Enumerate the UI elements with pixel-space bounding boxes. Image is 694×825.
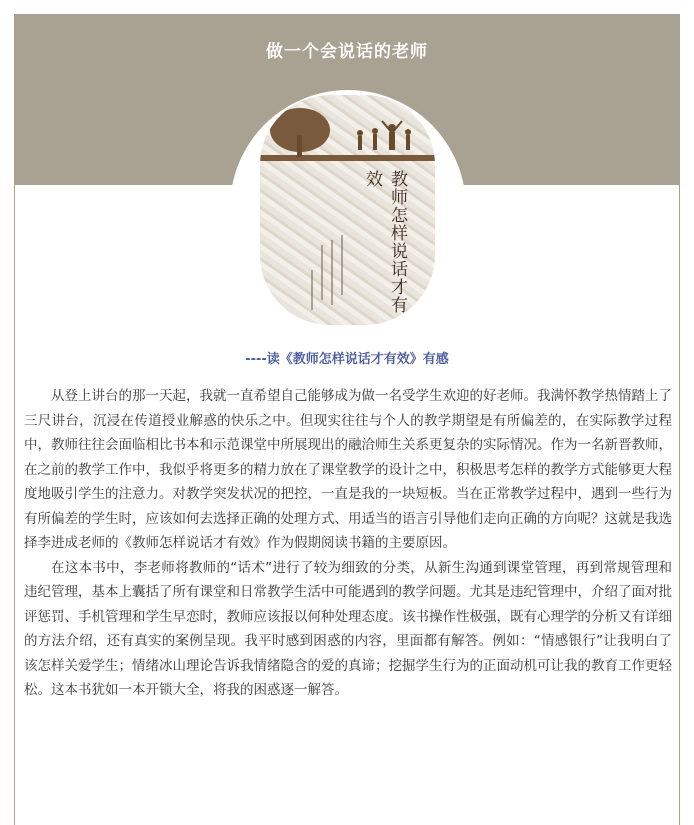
cover-text-lines (312, 235, 342, 310)
tree-trunk (297, 135, 302, 157)
article-card (14, 14, 680, 825)
book-cover-title: 教师怎样说话才有效 (362, 170, 407, 314)
book-cover-image[interactable] (260, 95, 435, 325)
page-title: 做一个会说话的老师 (266, 42, 428, 62)
article-body (24, 384, 672, 703)
children-silhouettes (357, 121, 411, 150)
ground-strip (260, 155, 435, 161)
paragraph: 从登上讲台的那一天起，我就一直希望自己能够成为做一名受学生欢迎的好老师。我满怀教学热情踏上了三尺讲台，沉浸在传道授业解惑的快乐之中。但现实往往与个人的教学期望是有所偏差的，在实际教学过程中，教师往往会面临相比书本和示范课堂中所展现出的融洽师生关系更复杂的实际情况。作为一名新晋教师，在之前的教学工作中，我似乎将更多的精力放在了课堂教学的设计之中，积极思考怎样的教学方式能够更大程度地吸引学生的注意力。对教学突发状况的把控，一直是我的一块短板。当在正常教学过程中，遇到一些行为有所偏差的学生时，应该如何去选择正确的处理方式、用适当的语言引导他们走向正确的方向呢？这就是我选择李进成老师的《教师怎样说话才有效》作为假期阅读书籍的主要原因。 (24, 388, 672, 551)
paragraph: 在这本书中，李老师将教师的“话术”进行了较为细致的分类，从新生沟通到课堂管理，再到常规管理和违纪管理，基本上囊括了所有课堂和日常教学生活中可能遇到的教学问题。尤其是违纪管理中，介绍了面对批评惩罚、手机管理和学生早恋时，教师应该报以何种处理态度。该书操作性极强，既有心理学的分析又有详细的方法介绍，还有真实的案例呈现。我平时感到困惑的内容，里面都有解答。例如：“情感银行”让我明白了该怎样关爱学生；情绪冰山理论告诉我情绪隐含的爱的真谛；挖掘学生行为的正面动机可让我的教育工作更轻松。这本书犹如一本开锁大全，将我的困惑逐一解答。 (24, 559, 672, 698)
article-subtitle: ----读《教师怎样说话才有效》有感 (245, 352, 449, 367)
